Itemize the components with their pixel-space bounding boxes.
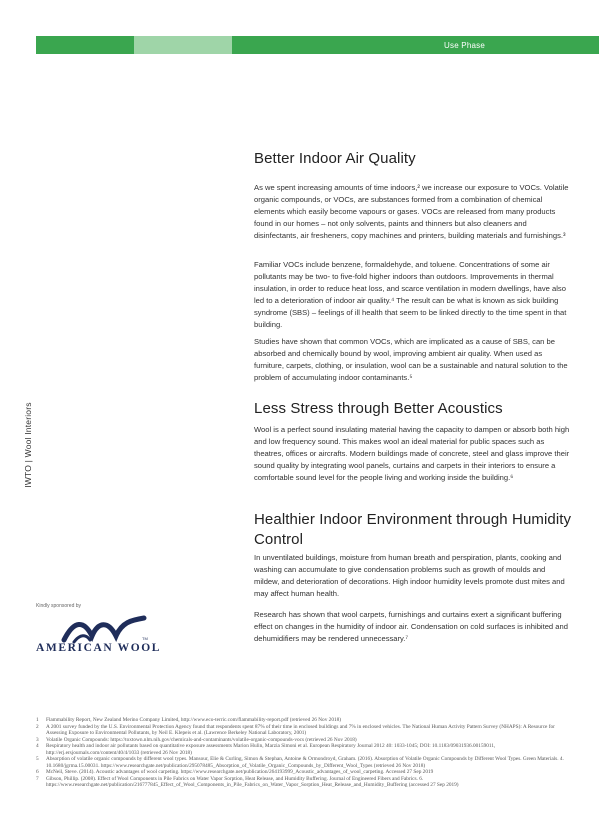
footnote-number: 5 (36, 756, 39, 762)
footnote-5 (36, 756, 574, 769)
footnote-number: 2 (36, 723, 39, 730)
footnote-text: Respiratory health and indoor air pollutants based on quantitative exposure assessments Marion Hulin, Marzia Simoni et al. European Respiratory Journal 2012 40: 1033-1045; DOI: 10.1183/09031936.00159011, http://erj.ersjournals.com/content/40/4/1033 (retrieved 26 Nov 2018) (46, 743, 496, 756)
footnote-text: A 2001 survey funded by the U.S. Environmental Protection Agency found that respondents spent 87% of their time in enclosed buildings and 7% in enclosed vehicles. The National Human Activity Pattern Survey (NHAPS): A Resource for Assessing Exposure to Environmental Pollutants, by Neil E. Klepeis et al. (Lawrence Berkeley National Laboratory, 2001) (46, 723, 555, 736)
paragraph-air-3: Studies have shown that common VOCs, which are implicated as a cause of SBS, can be absorbed and chemically bound by wool, improving ambient air quality. When used as furniture, carpets, clothing, or insulation, wool can be a sustainable and natural solution to the problem of accumulating indoor contaminants.⁵ (254, 337, 568, 383)
footnote-7 (36, 776, 574, 789)
paragraph-humidity-1: In unventilated buildings, moisture from human breath and perspiration, plants, cooking and washing can accumulate to give condensation problems such as growth of moulds and mildew, and deterioration of decorations. High indoor humidity levels promote dust mites and may affect human health. (254, 553, 565, 599)
footnote-text: Flammability Report, New Zealand Merino Company Limited, http://www.eco-terric.com/flammability-report.pdf (retrieved 26 Nov 2018) (46, 717, 342, 723)
footnote-number: 4 (36, 743, 39, 749)
footnote-text: Volatile Organic Compounds: https://toxtown.nlm.nih.gov/chemicals-and-contaminants/volatile-organic-compounds-vocs (retrieved 26 Nov 2018) (46, 736, 357, 743)
footnote-number: 7 (36, 775, 39, 782)
american-wool-logo-icon (60, 614, 150, 644)
sponsor-label: Kindly sponsored by (36, 603, 82, 609)
paragraph-humidity-2: Research has shown that wool carpets, furnishings and curtains exert a significant buffering effect on changes in the humidity of indoor air. Condensation on cold surfaces is inhibited and dehumidifiers may be rendered unnecessary.⁷ (254, 610, 568, 644)
sponsor-brand-name: AMERICAN WOOL (36, 642, 162, 654)
footnote-text: Gibson, Phillip. (2008). Effect of Wool Components in Pile Fabrics on Water Vapor Sorption, Heat Release, and Humidity Buffering. Journal of Engineered Fibers and Fabrics. 6. https://www.researchgate.net/publication/216777845_Effect_of_Wool_Components_in_Pile_Fabrics_on_Water_Vapor_Sorption_Heat_Release_and_Humidity_Buffering (accessed 27 Sep 2019) (46, 775, 459, 788)
footnote-number: 6 (36, 769, 39, 775)
heading-acoustics: Less Stress through Better Acoustics (254, 400, 503, 417)
footnote-2 (36, 724, 574, 737)
paragraph-acoustics: Wool is a perfect sound insulating material having the capacity to dampen or absorb both high and low frequency sound. This makes wool an ideal material for public spaces such as theatres, offices or aircrafts. Modern buildings made of concrete, steel and glass improve their sound quality by integrating wool panels, curtains and carpets in their interiors to ensure a comfortable sound level for the people living and working inside the building.⁶ (254, 425, 570, 483)
heading-air-quality: Better Indoor Air Quality (254, 150, 416, 167)
phase-bar (36, 36, 599, 54)
svg-text:TM: TM (142, 636, 148, 641)
phase-segment-1 (36, 36, 134, 54)
phase-segment-3 (232, 36, 330, 54)
paragraph-air-1: As we spent increasing amounts of time indoors,² we increase our exposure to VOCs. Volatile organic compounds, or VOCs, are substances formed from a combination of chemical elements which easily become vapours or gases. VOCs are released from many products found in our homes – not only solvents, paints and thinners but also cleaners and disinfectants, air fresheners, copy machines and printers, building materials and furnishings.³ (254, 183, 569, 241)
side-label: IWTO | Wool Interiors (23, 402, 33, 488)
paragraph-air-2: Familiar VOCs include benzene, formaldehyde, and toluene. Concentrations of some air pollutants may be two- to five-fold higher indoors than outdoors. Improvements in thermal insulation, in order to reduce heat loss, and scarce ventilation in modern dwellings, have also led to a deterioration of indoor air quality.⁴ The result can be what is known as sick building syndrome (SBS) – feelings of ill health that seem to be linked directly to the time spent in that building. (254, 260, 567, 330)
phase-label: Use Phase (444, 40, 485, 50)
footnote-text: McNeil, Steve. (2014). Acoustic advantages of wool carpeting. https://www.researchgate.net/publication/264193999_Acoustic_advantages_of_wool_carpeting. Accessed 27 Sep 2019 (46, 769, 434, 775)
footnote-4 (36, 743, 574, 756)
footnotes (36, 717, 574, 789)
heading-humidity: Healthier Indoor Environment through Humidity Control (254, 511, 572, 548)
phase-segment-2 (134, 36, 232, 54)
footnote-text: Absorption of volatile organic compounds by different wool types. Mansour, Elie & Curling, Simon & Stephan, Antoine & Ormondroyd, Graham. (2016). Absorption of Volatile Organic Compounds by Different Wool Types. Green Materials. 4. 10.1680/jgrma.15.00031. https://www.researchgate.net/publication/295078485_Absorption_of_Volatile_Organic_Compounds_by_Different_Wool_Types (retrieved 26 Nov 2018) (46, 756, 564, 769)
phase-segment-current (330, 36, 599, 54)
footnote-number: 1 (36, 717, 39, 723)
footnote-number: 3 (36, 736, 39, 743)
